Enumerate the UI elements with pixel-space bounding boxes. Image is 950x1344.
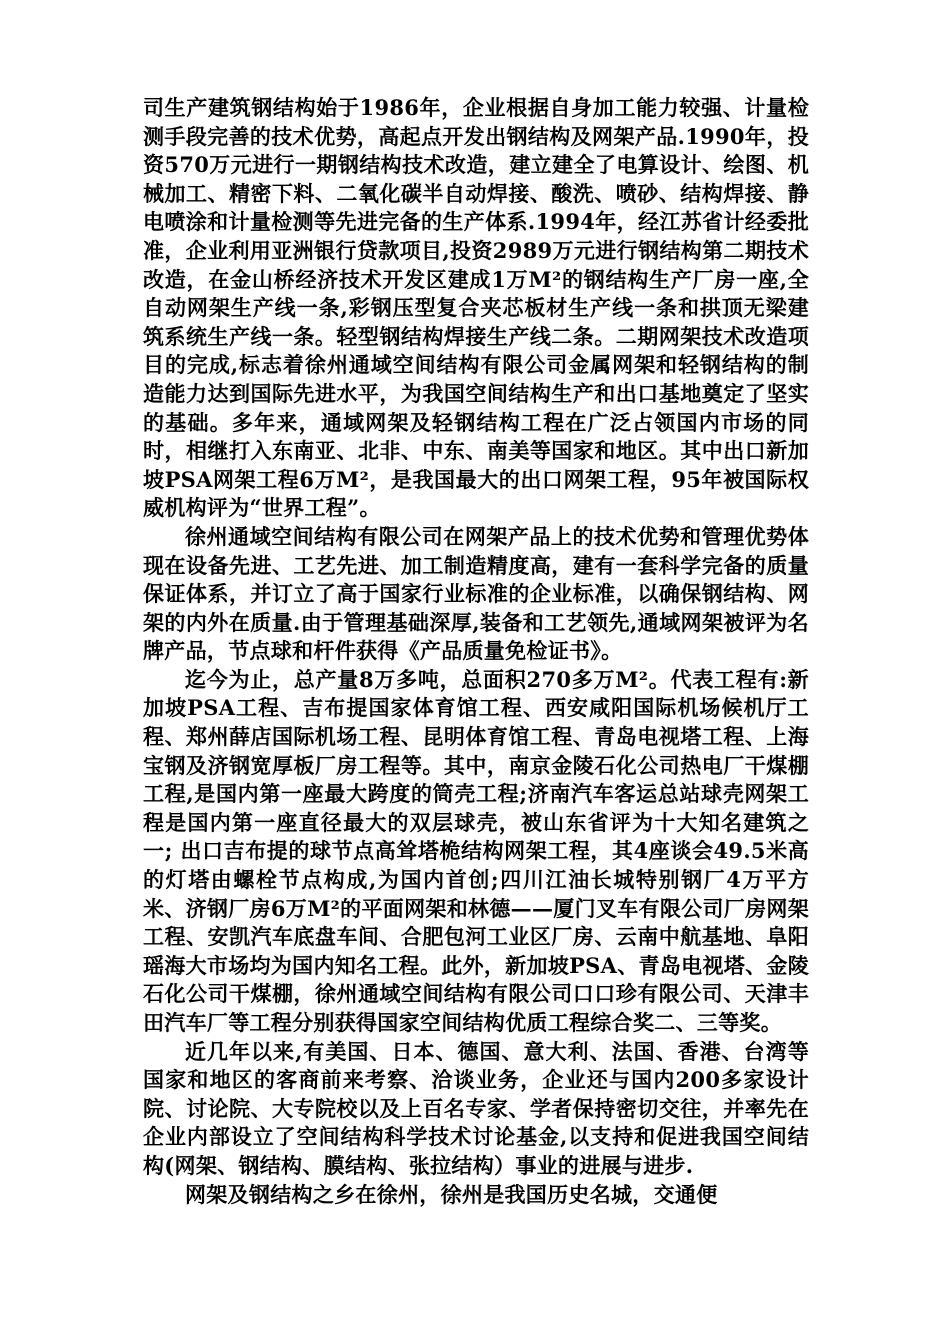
paragraph-5: 网架及钢结构之乡在徐州，徐州是我国历史名城，交通便 — [185, 1181, 718, 1207]
paragraph-2: 徐州通域空间结构有限公司在网架产品上的技术优势和管理优势体现在设备先进、工艺先进、加工制造精度高，建有一套科学完备的质量保证体系，并订立了高于国家行业标准的企业标准，以确保钢结构、网架的内外在质量.由于管理基础深厚,装备和工艺领先,通域网架被评为名牌产品，节点球和杆件获得《产品质量免检证书》。 — [143, 523, 809, 664]
paragraph-1: 司生产建筑钢结构始于1986年，企业根据自身加工能力较强、计量检测手段完善的技术优势，高起点开发出钢结构及网架产品.1990年，投资570万元进行一期钢结构技术改造，建立建全了电算设计、绘图、机械加工、精密下料、二氧化碳半自动焊接、酸洗、喷砂、结构焊接、静电喷涂和计量检测等先进完备的生产体系.1994年，经江苏省计经委批准，企业利用亚洲银行贷款项目,投资2989万元进行钢结构第二期技术改造，在金山桥经济技术开发区建成1万M²的钢结构生产厂房一座,全自动网架生产线一条,彩钢压型复合夹芯板材生产线一条和拱顶无梁建筑系统生产线一条。轻型钢结构焊接生产线二条。二期网架技术改造项目的完成,标志着徐州通域空间结构有限公司金属网架和轻钢结构的制造能力达到国际先进水平，为我国空间结构生产和出口基地奠定了坚实的基础。多年来，通域网架及轻钢结构工程在广泛占领国内市场的同时，相继打入东南亚、北非、中东、南美等国家和地区。其中出口新加坡PSA网架工程6万M²，是我国最大的出口网架工程，95年被国际权威机构评为“世界工程”。 — [143, 95, 809, 521]
document-body — [143, 94, 809, 1209]
paragraph-4: 近几年以来,有美国、日本、德国、意大利、法国、香港、台湾等国家和地区的客商前来考察、洽谈业务，企业还与国内200多家设计院、讨论院、大专院校以及上百名专家、学者保持密切交往，并率先在企业内部设立了空间结构科学技术讨论基金,以支持和促进我国空间结构(网架、钢结构、膜结构、张拉结构）事业的进展与进步. — [143, 1038, 809, 1178]
paragraph-3: 迄今为止，总产量8万多吨，总面积270多万M²。代表工程有:新加坡PSA工程、吉布提国家体育馆工程、西安咸阳国际机场候机厅工程、郑州薛店国际机场工程、昆明体育馆工程、青岛电视塔工程、上海宝钢及济钢宽厚板厂房工程等。其中，南京金陵石化公司热电厂干煤棚工程,是国内第一座最大跨度的筒壳工程;济南汽车客运总站球壳网架工程是国内第一座直径最大的双层球壳，被山东省评为十大知名建筑之一; 出口吉布提的球节点高耸塔桅结构网架工程，其4座谈会49.5米高的灯塔由螺栓节点构成,为国内首创;四川江油长城特别钢厂4万平方米、济钢厂房6万M²的平面网架和林德——厦门叉车有限公司厂房网架工程、安凯汽车底盘车间、合肥包河工业区厂房、云南中航基地、阜阳瑶海大市场均为国内知名工程。此外，新加坡PSA、青岛电视塔、金陵石化公司干煤棚，徐州通域空间结构有限公司口口珍有限公司、天津丰田汽车厂等工程分别获得国家空间结构优质工程综合奖二、三等奖。 — [143, 666, 809, 1035]
